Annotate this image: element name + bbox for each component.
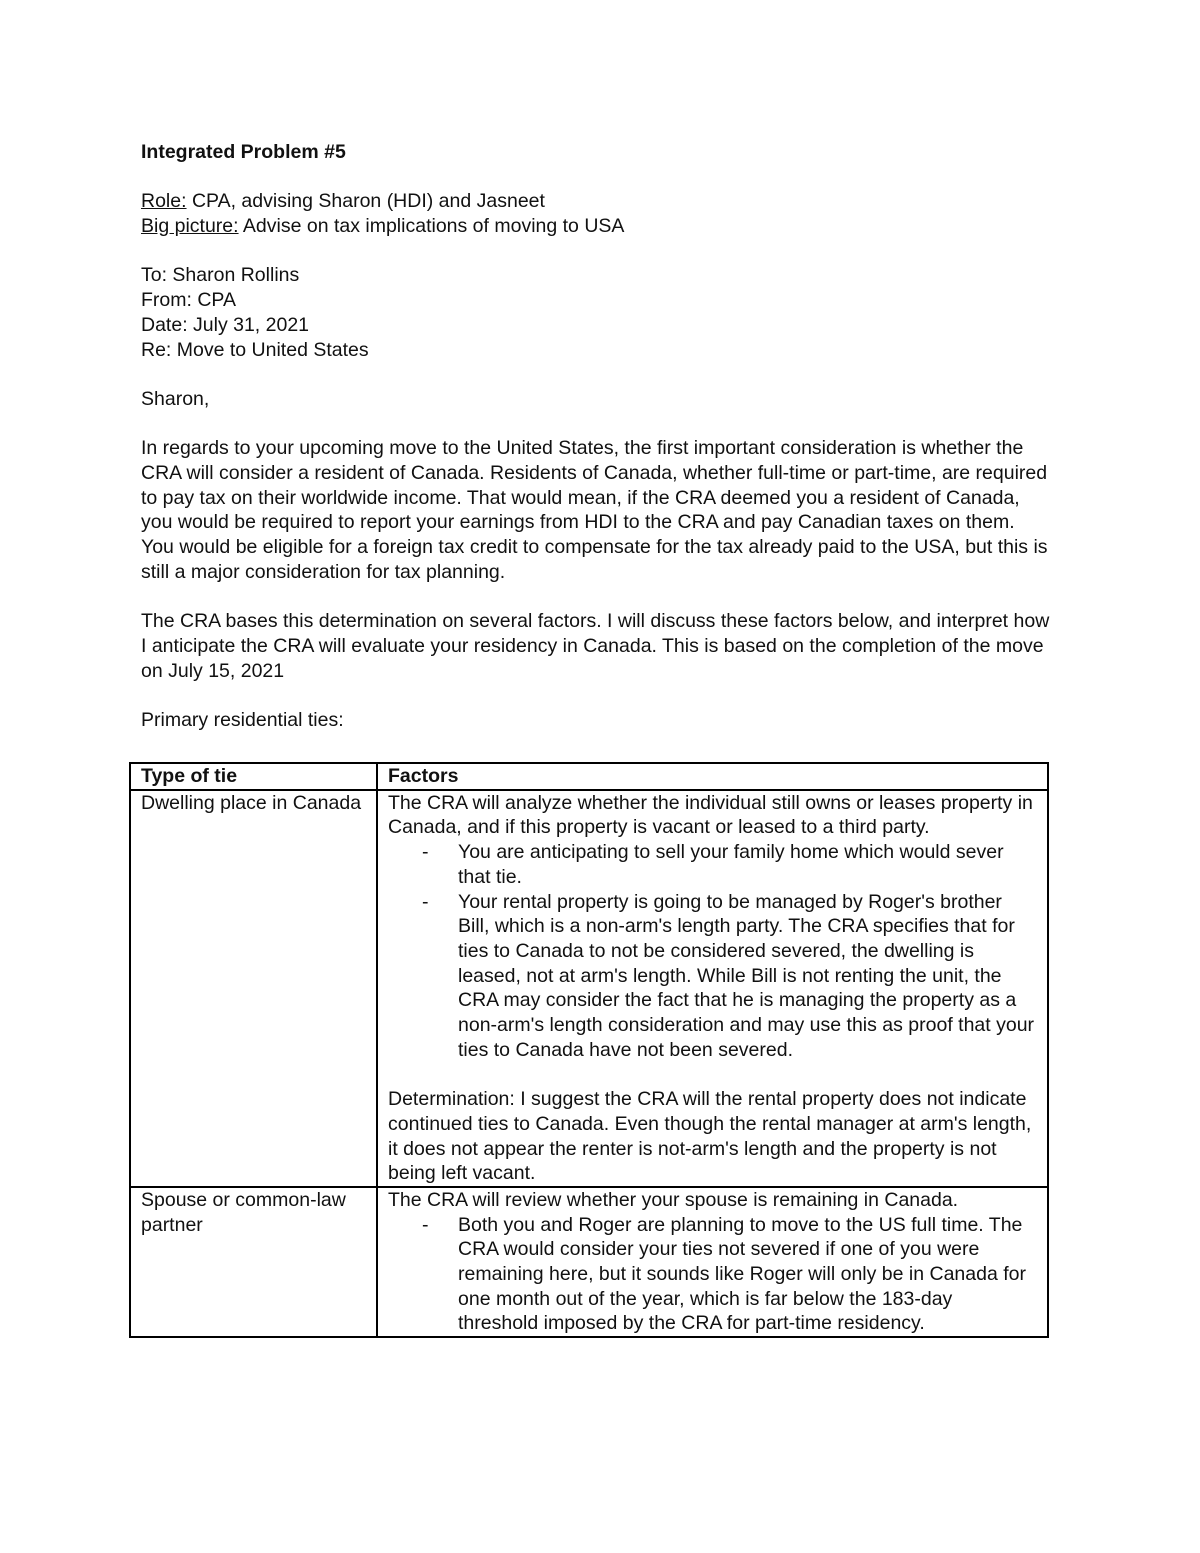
salutation: Sharon, [141,387,210,410]
memo-to: To: Sharon Rollins [141,264,300,287]
factors-intro: The CRA will review whether your spouse is remaining in Canada. [388,1188,959,1211]
factors-list [388,1213,1037,1337]
factors-cell [377,790,1048,1187]
big-picture-label: Big picture: [141,215,239,238]
table-caption: Primary residential ties: [141,709,344,732]
memo-body [141,140,1051,733]
list-item: - Both you and Roger are planning to move to the US full time. The CRA would consider your ties not severed if one of you were remaining here, but it sounds like Roger will only be in Canada for one month out of the year, which is far below the 183-day threshold imposed by the CRA for part-time residency. [458,1213,1037,1337]
table-header-row [130,763,1048,790]
determination-text: Determination: I suggest the CRA will the rental property does not indicate continued ties to Canada. Even though the rental manager at arm's length, it does not appear the renter is not-arm's length and the property is not being left vacant. [388,1088,1032,1185]
table-row [130,1187,1048,1337]
role-label: Role: [141,190,187,213]
role-line [141,189,1051,214]
memo-from: From: CPA [141,289,236,312]
big-picture-line [141,214,1051,239]
residential-ties-table [129,762,1049,1338]
table-row [130,790,1048,1187]
paragraph-residency: In regards to your upcoming move to the United States, the first important consideration is whether the CRA will consider a resident of Canada. Residents of Canada, whether full-time or part-time, are required to pay tax on their worldwide income. That would mean, if the CRA deemed you a resident of Canada, you would be required to report your earnings from HDI to the CRA and pay Canadian taxes on them. You would be eligible for a foreign tax credit to compensate for the tax already paid to the USA, but this is still a major consideration for tax planning. [141,437,1048,583]
memo-date: Date: July 31, 2021 [141,313,310,336]
factors-intro: The CRA will analyze whether the individual still owns or leases property in Canada, and if this property is vacant or leased to a third party. [388,791,1033,839]
header-type-of-tie: Type of tie [130,763,377,790]
big-picture-text: Advise on tax implications of moving to USA [238,215,625,238]
paragraph-factors: The CRA bases this determination on several factors. I will discuss these factors below, and interpret how I anticipate the CRA will evaluate your residency in Canada. This is based on the completion of the move on July 15, 2021 [141,610,1050,682]
header-factors: Factors [377,763,1048,790]
factors-list [388,840,1037,1062]
tie-type-cell: Dwelling place in Canada [130,790,377,1187]
memo-re: Re: Move to United States [141,338,369,361]
role-text: CPA, advising Sharon (HDI) and Jasneet [186,190,545,213]
tie-type-cell: Spouse or common-law partner [130,1187,377,1337]
list-item: - You are anticipating to sell your family home which would sever that tie. [458,840,1037,889]
document-title: Integrated Problem #5 [141,141,346,163]
list-item: - Your rental property is going to be managed by Roger's brother Bill, which is a non-arm's length party. The CRA specifies that for ties to Canada to not be considered severed, the dwelling is leased, not at arm's length. While Bill is not renting the unit, the CRA may consider the fact that he is managing the property as a non-arm's length consideration and may use this as proof that your ties to Canada have not been severed. [458,890,1037,1063]
factors-cell [377,1187,1048,1337]
